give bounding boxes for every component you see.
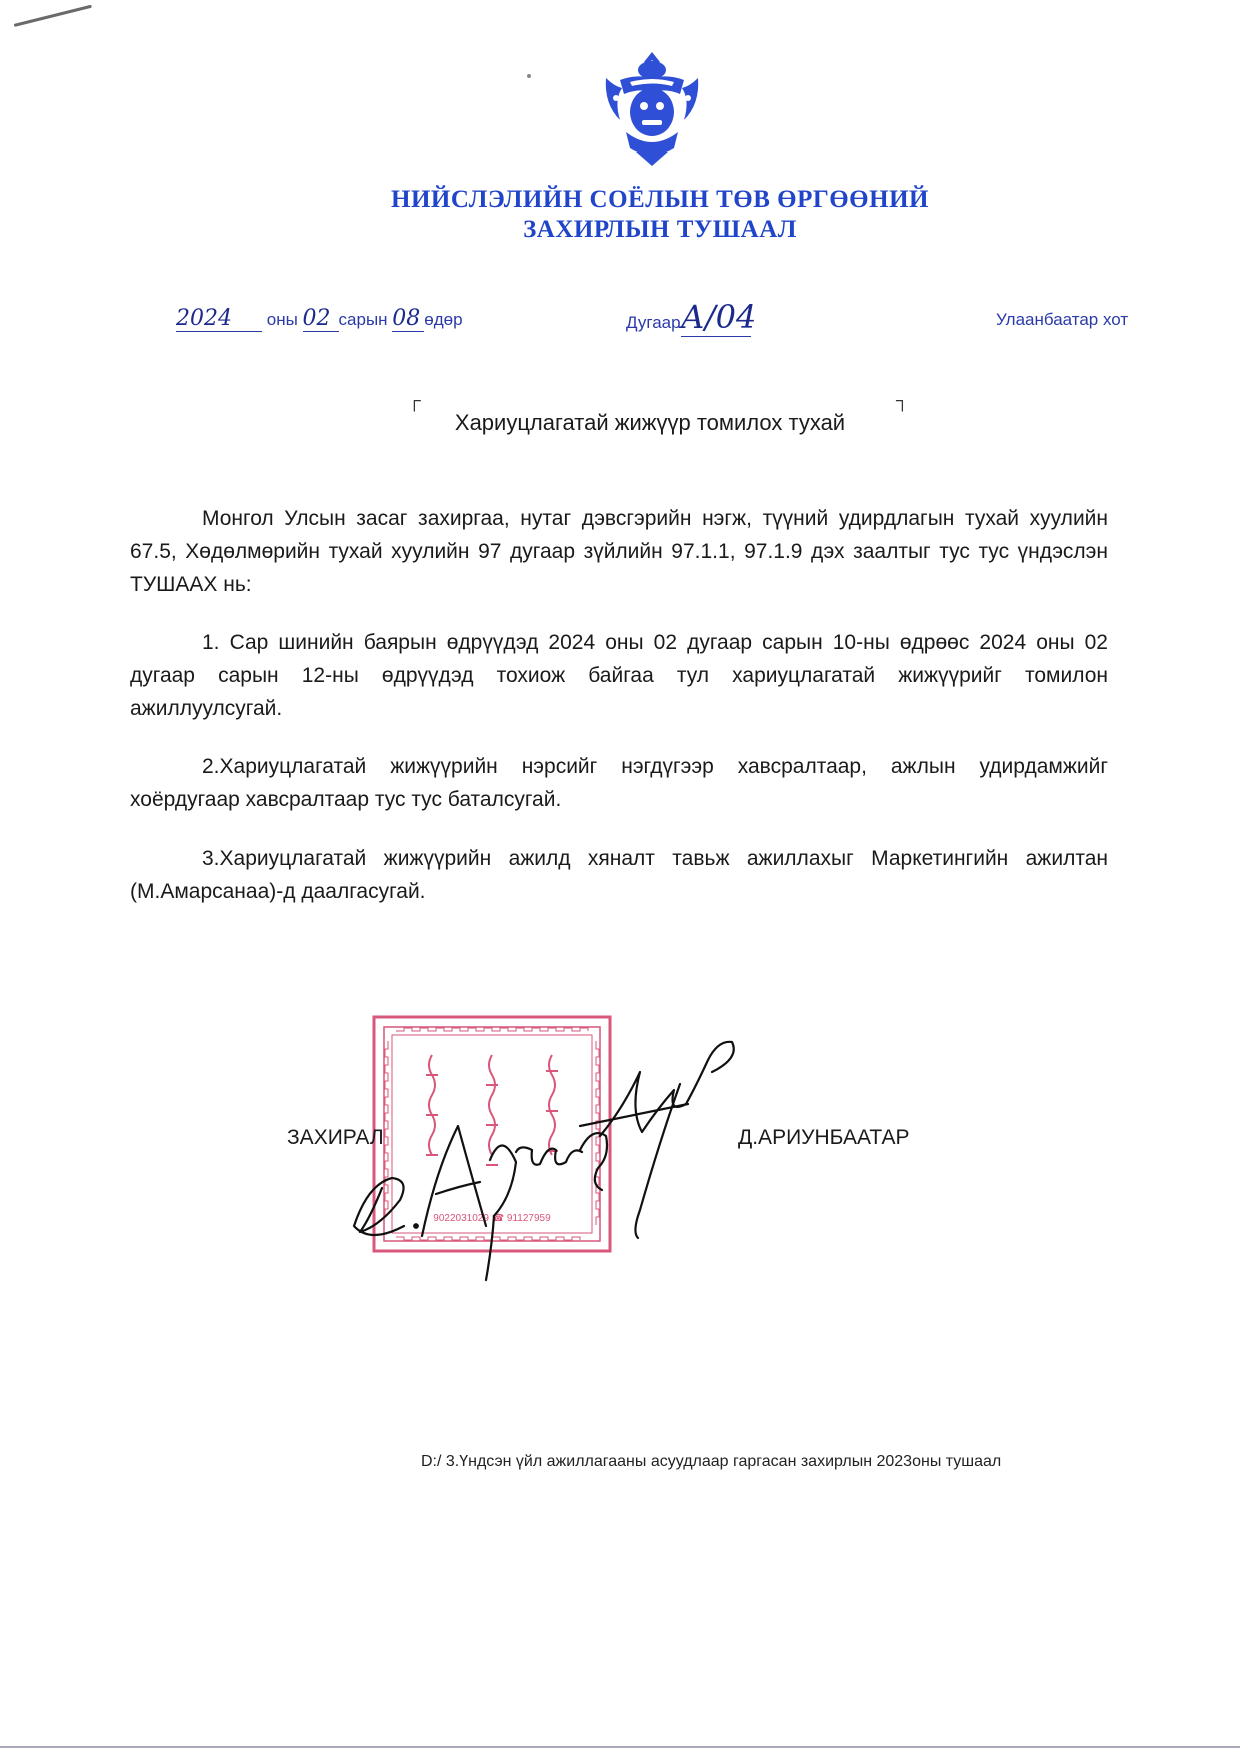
subject-corner-left: ┌ — [408, 390, 421, 410]
signatory-name: Д.АРИУНБААТАР — [738, 1126, 910, 1149]
subject-corner-right: ┐ — [896, 390, 909, 410]
scan-speck — [527, 74, 531, 78]
handwritten-signature — [340, 1000, 750, 1290]
paragraph-item-2: 2.Хариуцлагатай жижүүрийн нэрсийг нэгдүгээр хавсралтаар, ажлын удирдамжийг хоёрдугаар хавсралтаар тус тус баталсугай. — [130, 755, 1108, 811]
subject-title: Хариуцлагатай жижүүр томилох тухай — [454, 410, 846, 435]
emblem-icon — [600, 48, 704, 168]
date-day-suffix: өдөр — [424, 310, 463, 329]
document-heading-line2: ЗАХИРЛЫН ТУШААЛ — [523, 216, 797, 243]
order-number-value: А/04 — [680, 298, 757, 336]
date-month-suffix: сарын — [338, 310, 388, 329]
signatory-title: ЗАХИРАЛ — [287, 1126, 384, 1149]
date-year: 2024 — [176, 306, 262, 332]
paragraph-item-1: 1. Сар шинийн баярын өдрүүдэд 2024 оны 02 дугаар сарын 10-ны өдрөөс 2024 оны 02 дугаар сарын 12-ны өдрүүдэд тохиож байгаа тул хариуцлагатай жижүүрийг томилон ажиллуулсугай. — [130, 631, 1108, 720]
city: Улаанбаатар хот — [996, 310, 1129, 329]
scan-mark — [14, 5, 92, 27]
date-month: 02 — [303, 306, 339, 332]
document-heading-line1: НИЙСЛЭЛИЙН СОЁЛЫН ТӨВ ӨРГӨӨНИЙ — [391, 186, 929, 213]
date-line — [176, 306, 476, 332]
paragraph-item-3: 3.Хариуцлагатай жижүүрийн ажилд хяналт тавьж ажиллахыг Маркетингийн ажилтан (М.Амарсанаа)-д даалгасугай. — [130, 847, 1108, 903]
paragraph-preamble: Монгол Улсын засаг захиргаа, нутаг дэвсгэрийн нэгж, түүний удирдлагын тухай хуулийн 67.5, Хөдөлмөрийн тухай хуулийн 97 дугаар зүйлийн 97.1.1, 97.1.9 дэх заалтыг тус тус үндэслэн ТУШААХ нь: — [130, 507, 1108, 596]
footer-file-path: D:/ 3.Үндсэн үйл ажиллагааны асуудлаар гаргасан захирлын 2023оны тушаал — [421, 1453, 1002, 1470]
date-year-suffix: оны — [266, 310, 298, 329]
page-bottom-edge — [0, 1746, 1240, 1748]
order-number-label: Дугаар — [626, 313, 681, 332]
stamp-number: 9022031029 ☎ 91127959 — [433, 1213, 551, 1224]
order-number — [626, 298, 757, 337]
date-day: 08 — [392, 306, 424, 332]
